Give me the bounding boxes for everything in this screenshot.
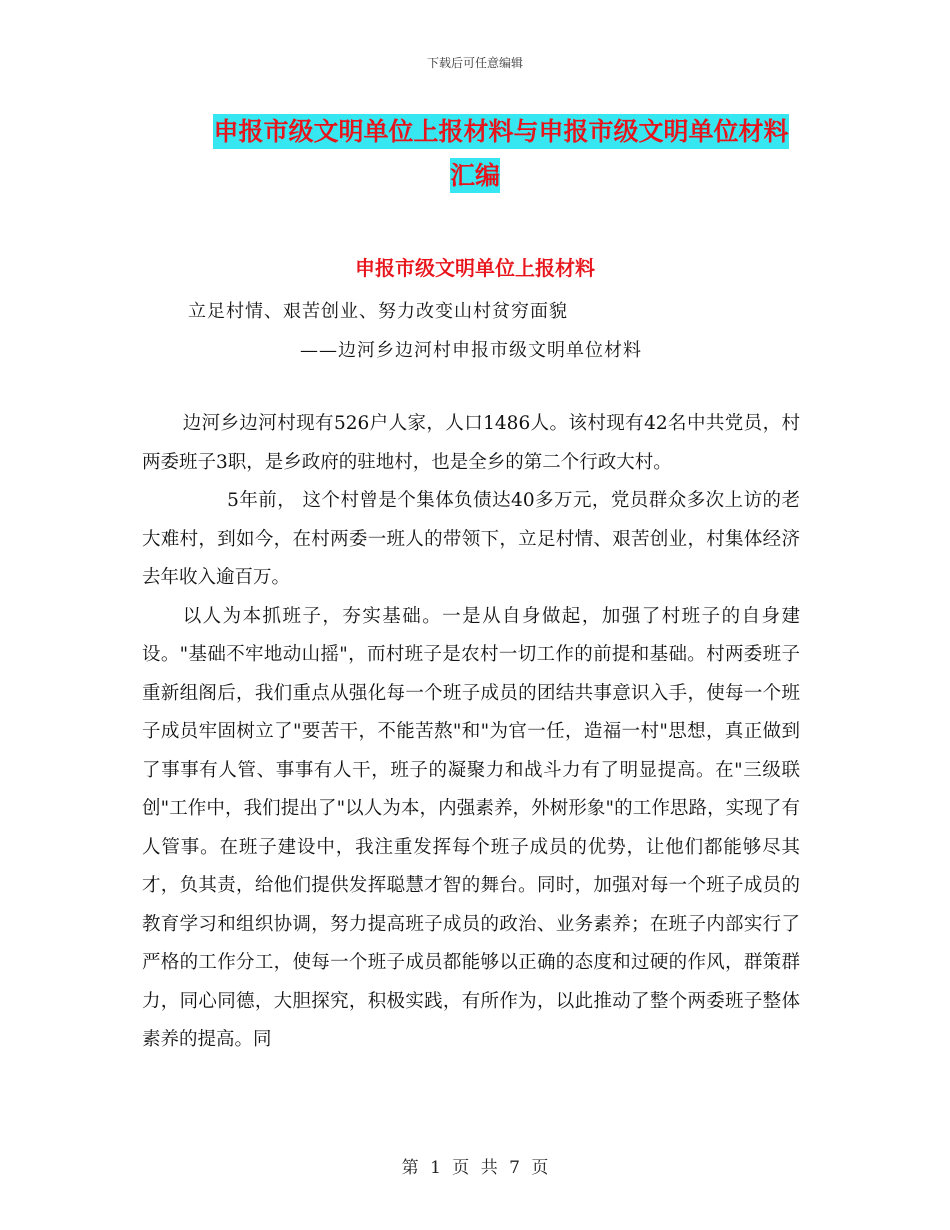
- paragraph: 边河乡边河村现有526户人家，人口1486人。该村现有42名中共党员，村两委班子3职，是乡政府的驻地村，也是全乡的第二个行政大村。: [142, 413, 800, 473]
- paragraph: 5年前， 这个村曾是个集体负债达40多万元，党员群众多次上访的老大难村，到如今，在村两委一班人的带领下，立足村情、艰苦创业，村集体经济去年收入逾百万。: [142, 490, 800, 588]
- page-footer: 第 1 页 共 7 页: [401, 1158, 549, 1178]
- document-title-line-2: [0, 156, 950, 192]
- document-title-line-2-text: 汇编: [450, 158, 500, 193]
- section-title: 申报市级文明单位上报材料: [355, 256, 595, 280]
- body-text: [142, 405, 800, 1060]
- subtitle-attribution: ——边河乡边河村申报市级文明单位材料: [300, 340, 642, 361]
- subtitle: 立足村情、艰苦创业、努力改变山村贫穷面貌: [188, 301, 568, 322]
- document-title-line-1: [0, 112, 950, 148]
- page-header-note: 下载后可任意编辑: [426, 56, 523, 70]
- document-title-line-1-text: 申报市级文明单位上报材料与申报市级文明单位材料: [213, 114, 788, 149]
- paragraph: 以人为本抓班子，夯实基础。一是从自身做起，加强了村班子的自身建设。"基础不牢地动山摇"，而村班子是农村一切工作的前提和基础。村两委班子重新组阁后，我们重点从强化每一个班子成员的团结共事意识入手，使每一个班子成员牢固树立了"要苦干，不能苦熬"和"为官一任，造福一村"思想，真正做到了事事有人管、事事有人干，班子的凝聚力和战斗力有了明显提高。在"三级联创"工作中，我们提出了"以人为本，内强素养，外树形象"的工作思路，实现了有人管事。在班子建设中，我注重发挥每个班子成员的优势，让他们都能够尽其才，负其责，给他们提供发挥聪慧才智的舞台。同时，加强对每一个班子成员的教育学习和组织协调，努力提高班子成员的政治、业务素养；在班子内部实行了严格的工作分工，使每一个班子成员都能够以正确的态度和过硬的作风，群策群力，同心同德，大胆探究，积极实践，有所作为，以此推动了整个两委班子整体素养的提高。同: [142, 605, 800, 1050]
